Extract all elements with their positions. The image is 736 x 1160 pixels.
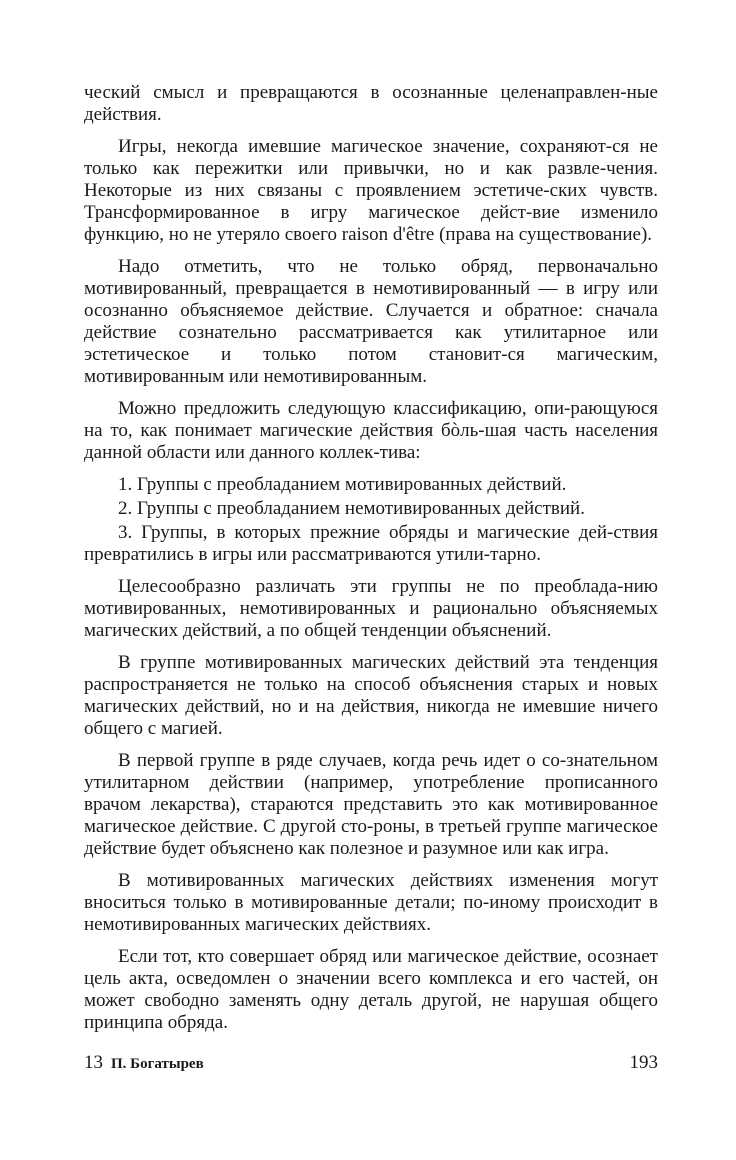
paragraph: Если тот, кто совершает обряд или магическое действие, осознает цель акта, осведомлен о значении всего комплекса и его частей, он может свободно заменять одну деталь другой, не нарушая общего принципа обряда. xyxy=(84,946,658,1033)
paragraph-continuation: ческий смысл и превращаются в осознанные целенаправлен-ные действия. xyxy=(84,82,658,125)
paragraph: В первой группе в ряде случаев, когда речь идет о со-знательном утилитарном действии (например, употребление прописанного врачом лекарства), стараются представить это как мотивированное магическое действие. С другой сто-роны, в третьей группе магическое действие будет объяснено как полезное и разумное или как игра. xyxy=(84,750,658,859)
paragraph: Игры, некогда имевшие магическое значение, сохраняют-ся не только как пережитки или привычки, но и как развле-чения. Некоторые из них связаны с проявлением эстетиче-ских чувств. Трансформированное в игру магическое дейст-вие изменило функцию, но не утеряло своего raison d'être (права на существование). xyxy=(84,136,658,245)
paragraph: В группе мотивированных магических действий эта тенденция распространяется не только на способ объяснения старых и новых магических действий, но и на действия, никогда не имевшие ничего общего с магией. xyxy=(84,652,658,739)
page-footer xyxy=(84,1052,658,1074)
paragraph: Можно предложить следующую классификацию, опи-рающуюся на то, как понимает магические действия бòль-шая часть населения данной области или данного коллек-тива: xyxy=(84,398,658,463)
list-item: 1. Группы с преобладанием мотивированных действий. xyxy=(118,474,567,495)
list-item: 3. Группы, в которых прежние обряды и магические дей-ствия превратились в игры или рассматриваются утили-тарно. xyxy=(84,522,658,565)
paragraph: Целесообразно различать эти группы не по преоблада-нию мотивированных, немотивированных и рационально объясняемых магических действий, а по общей тенденции объяснений. xyxy=(84,576,658,641)
page-body xyxy=(84,82,658,1044)
paragraph: В мотивированных магических действиях изменения могут вноситься только в мотивированные детали; по-иному происходит в немотивированных магических действиях. xyxy=(84,870,658,935)
classification-list xyxy=(84,474,658,566)
printer-signature xyxy=(84,1052,204,1074)
list-item: 2. Группы с преобладанием немотивированных действий. xyxy=(118,498,585,519)
signature-author: П. Богатырев xyxy=(111,1056,204,1072)
signature-number: 13 xyxy=(84,1052,103,1073)
page-number: 193 xyxy=(629,1052,658,1073)
paragraph: Надо отметить, что не только обряд, первоначально мотивированный, превращается в немотивированный — в игру или осознанно объясняемое действие. Случается и обратное: сначала действие сознательно рассматривается как утилитарное или эстетическое и только потом становит-ся магическим, мотивированным или немотивированным. xyxy=(84,256,658,387)
